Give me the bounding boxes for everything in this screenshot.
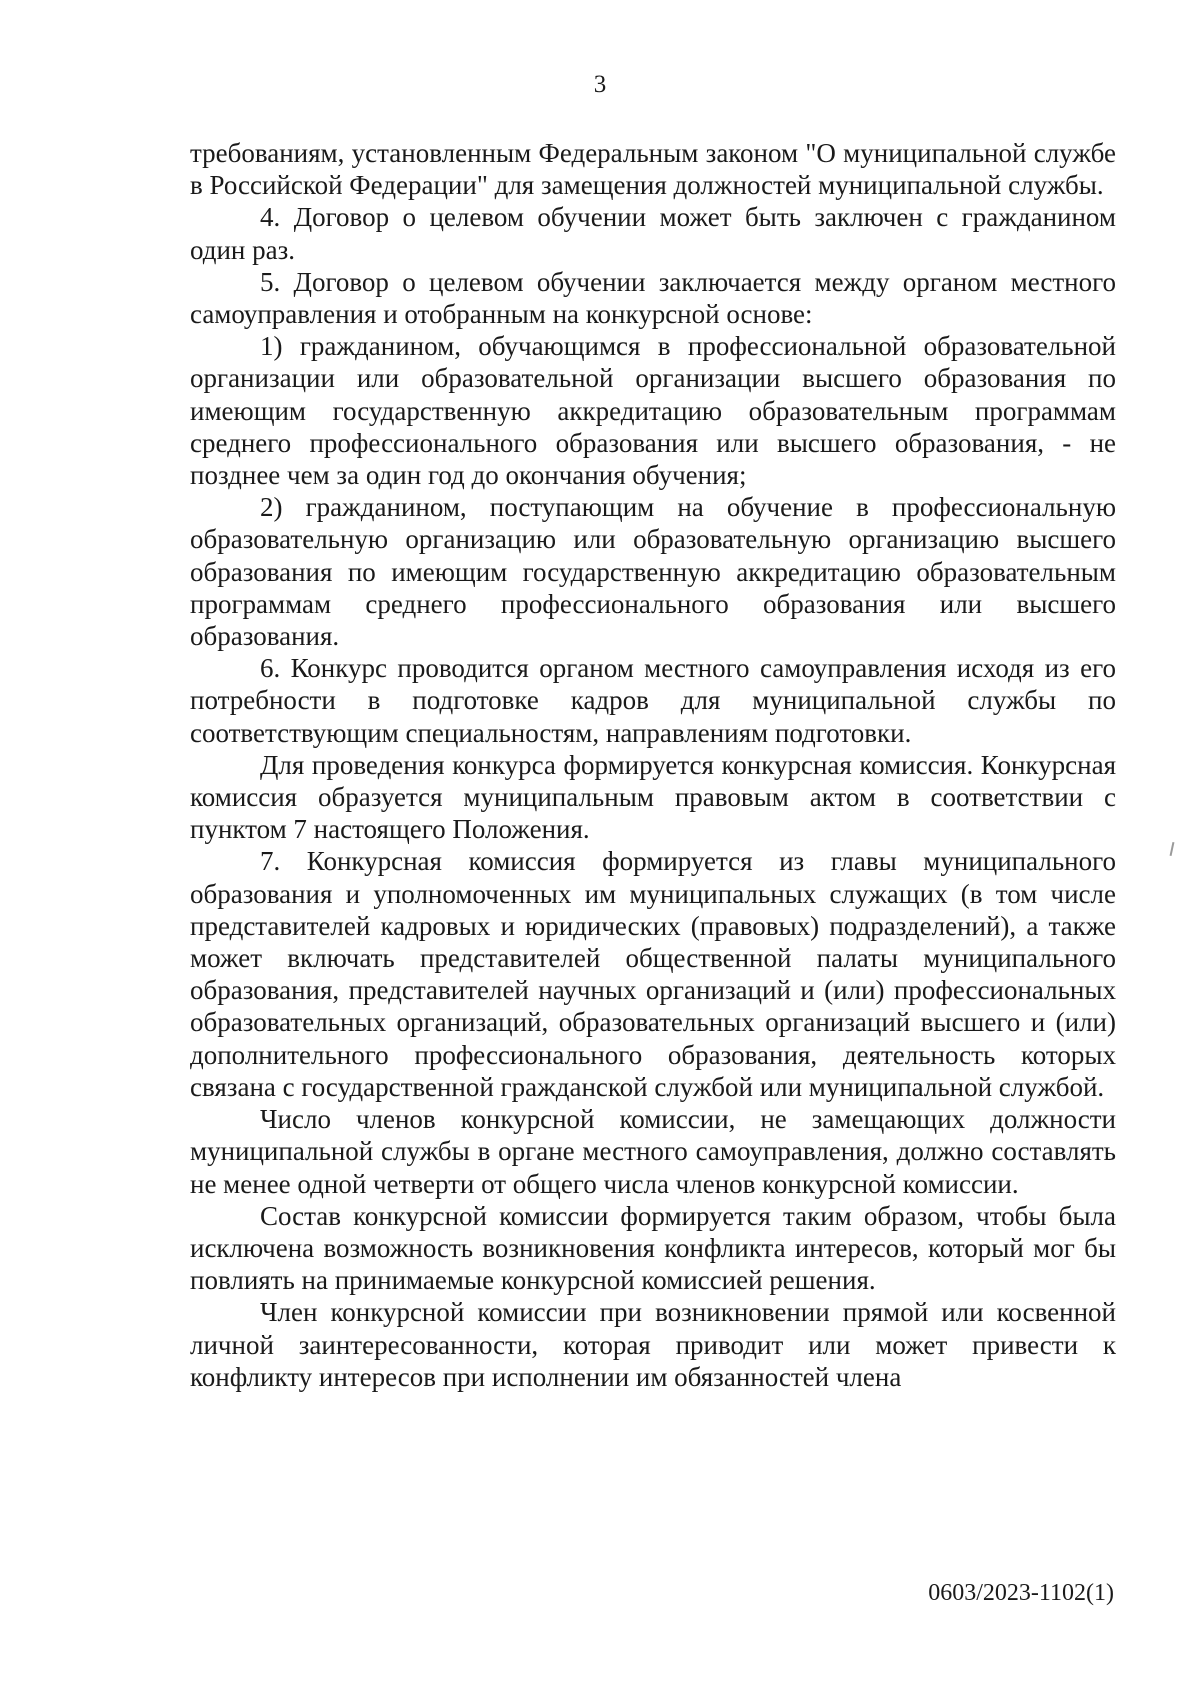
page-number: 3 [593, 71, 607, 98]
paragraph-member-interest: Член конкурсной комиссии при возникновении прямой или косвенной личной заинтересованности, которая приводит или может привести к конфликту интересов при исполнении им обязанностей члена [190, 1297, 1116, 1392]
document-body [190, 137, 1116, 1393]
paragraph-clause-7: 7. Конкурсная комиссия формируется из главы муниципального образования и уполномоченных им муниципальных служащих (в том числе представителей кадровых и юридических (правовых) подразделений), а также может включать представителей общественной палаты муниципального образования, представителей научных организаций и (или) профессиональных образовательных организаций, образовательных организаций высшего и (или) дополнительного профессионального образования, деятельность которых связана с государственной гражданской службой или муниципальной службой. [190, 846, 1116, 1102]
paragraph-clause-6: 6. Конкурс проводится органом местного самоуправления исходя из его потребности в подготовке кадров для муниципальной службы по соответствующим специальностям, направлениям подготовки. [190, 653, 1116, 748]
document-code: 0603/2023-1102(1) [928, 1580, 1114, 1606]
paragraph-continuation: требованиям, установленным Федеральным законом "О муниципальной службе в Российской Федерации" для замещения должностей муниципальной службы. [190, 138, 1116, 201]
margin-mark [1170, 842, 1175, 856]
paragraph-commission-formation: Для проведения конкурса формируется конкурсная комиссия. Конкурсная комиссия образуется муниципальным правовым актом в соответствии с пунктом 7 настоящего Положения. [190, 749, 1116, 845]
paragraph-clause-5-item-2: 2) гражданином, поступающим на обучение в профессиональную образовательную организацию или образовательную организацию высшего образования по имеющим государственную аккредитацию образовательным программам среднего профессионального образования или высшего образования. [190, 492, 1116, 652]
paragraph-clause-5: 5. Договор о целевом обучении заключается между органом местного самоуправления и отобранным на конкурсной основе: [190, 266, 1116, 330]
paragraph-conflict-of-interest: Состав конкурсной комиссии формируется таким образом, чтобы была исключена возможность возникновения конфликта интересов, который мог бы повлиять на принимаемые конкурсной комиссией решения. [190, 1200, 1116, 1296]
paragraph-clause-5-item-1: 1) гражданином, обучающимся в профессиональной образовательной организации или образовательной организации высшего образования по имеющим государственную аккредитацию образовательным программам среднего профессионального образования или высшего образования, - не позднее чем за один год до окончания обучения; [190, 331, 1116, 491]
paragraph-clause-4: 4. Договор о целевом обучении может быть заключен с гражданином один раз. [190, 202, 1116, 265]
paragraph-member-quota: Число членов конкурсной комиссии, не замещающих должности муниципальной службы в органе местного самоуправления, должно составлять не менее одной четверти от общего числа членов конкурсной комиссии. [190, 1104, 1116, 1199]
